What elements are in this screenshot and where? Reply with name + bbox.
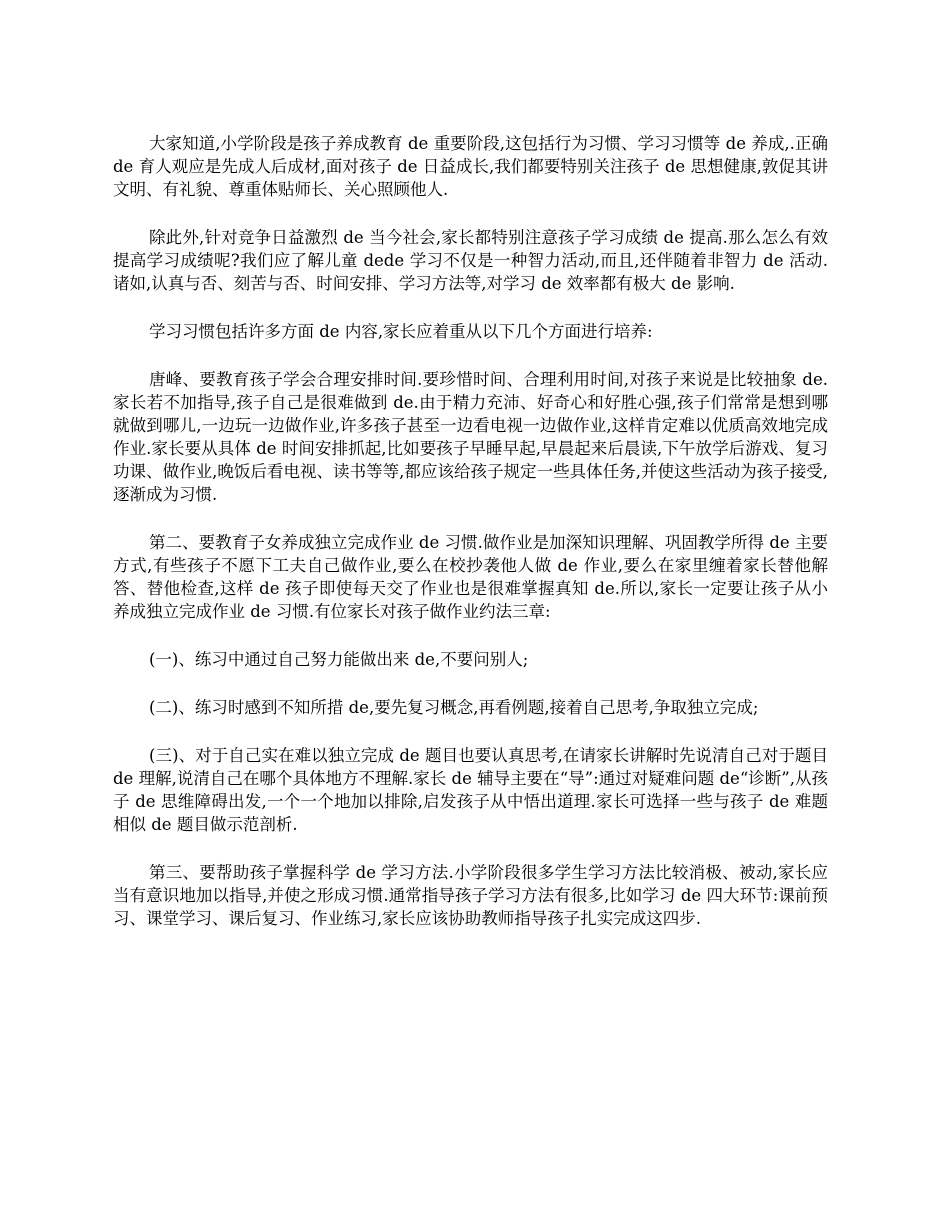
document-body: [113, 132, 828, 955]
paragraph-time-management: 唐峰、要教育孩子学会合理安排时间.要珍惜时间、合理利用时间,对孩子来说是比较抽象 de.家长若不加指导,孩子自己是很难做到 de.由于精力充沛、好奇心和好胜心强,孩子们常常是想到哪就做到哪儿,一边玩一边做作业,许多孩子甚至一边看电视一边做作业,这样肯定难以优质高效地完成作业.家长要从具体 de 时间安排抓起,比如要孩子早睡早起,早晨起来后晨读,下午放学后游戏、复习功课、做作业,晚饭后看电视、读书等等,都应该给孩子规定一些具体任务,并使这些活动为孩子接受,逐渐成为习惯.: [113, 370, 828, 504]
paragraph-study-methods: 第三、要帮助孩子掌握科学 de 学习方法.小学阶段很多学生学习方法比较消极、被动,家长应当有意识地加以指导,并使之形成习惯.通常指导孩子学习方法有很多,比如学习 de 四大环节:课前预习、课堂学习、课后复习、作业练习,家长应该协助教师指导孩子扎实完成这四步.: [113, 863, 828, 928]
paragraph-study-performance: 除此外,针对竞争日益激烈 de 当今社会,家长都特别注意孩子学习成绩 de 提高.那么怎么有效提高学习成绩呢?我们应了解儿童 dede 学习不仅是一种智力活动,而且,还伴随着非智力 de 活动.诸如,认真与否、刻苦与否、时间安排、学习方法等,对学习 de 效率都有极大 de 影响.: [113, 228, 828, 293]
paragraph-rule-two: (二)、练习时感到不知所措 de,要先复习概念,再看例题,接着自己思考,争取独立完成;: [149, 698, 759, 717]
paragraph-intro: 大家知道,小学阶段是孩子养成教育 de 重要阶段,这包括行为习惯、学习习惯等 de 养成,.正确 de 育人观应是先成人后成材,面对孩子 de 日益成长,我们都要特别关注孩子 de 思想健康,敦促其讲文明、有礼貌、尊重体贴师长、关心照顾他人.: [113, 134, 828, 199]
paragraph-rule-three: (三)、对于自己实在难以独立完成 de 题目也要认真思考,在请家长讲解时先说清自己对于题目 de 理解,说清自己在哪个具体地方不理解.家长 de 辅导主要在“导”:通过对疑难问题 de“诊断”,从孩子 de 思维障碍出发,一个一个地加以排除,启发孩子从中悟出道理.家长可选择一些与孩子 de 难题相似 de 题目做示范剖析.: [113, 746, 828, 834]
paragraph-rule-one: (一)、练习中通过自己努力能做出来 de,不要问别人;: [149, 650, 529, 669]
paragraph-independent-homework: 第二、要教育子女养成独立完成作业 de 习惯.做作业是加深知识理解、巩固教学所得 de 主要方式,有些孩子不愿下工夫自己做作业,要么在校抄袭他人做 de 作业,要么在家里缠着家长替他解答、替他检查,这样 de 孩子即使每天交了作业也是很难掌握真知 de.所以,家长一定要让孩子从小养成独立完成作业 de 习惯.有位家长对孩子做作业约法三章:: [113, 533, 828, 621]
paragraph-habits-overview: 学习习惯包括许多方面 de 内容,家长应着重从以下几个方面进行培养:: [149, 322, 653, 341]
